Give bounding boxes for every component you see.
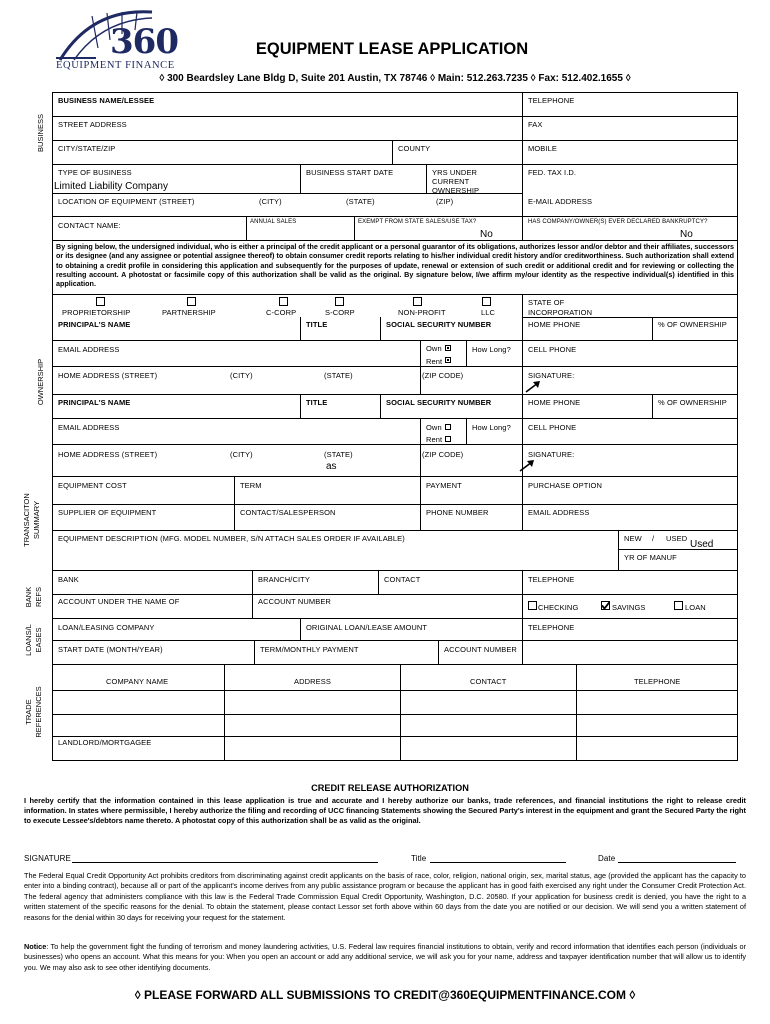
loan-account-number-label: ACCOUNT NUMBER	[444, 645, 517, 654]
principal-1-ssn-label: SOCIAL SECURITY NUMBER	[386, 320, 492, 329]
logo-number: 360	[110, 22, 178, 62]
year-of-manufacture-label: YR OF MANUF	[624, 553, 677, 562]
principal-1-email-label: EMAIL ADDRESS	[58, 345, 120, 354]
location-label: LOCATION OF EQUIPMENT (STREET)	[58, 197, 195, 206]
email-label: E-MAIL ADDRESS	[528, 197, 593, 206]
side-label-business: BUSINESS	[36, 114, 45, 152]
principal-2-rent-checkbox[interactable]	[445, 436, 451, 442]
principal-2-zip-label: (ZIP CODE)	[422, 450, 464, 459]
bank-contact-label: CONTACT	[384, 575, 421, 584]
principal-1-own-checkbox[interactable]	[445, 345, 451, 351]
principal-1-title-label: TITLE	[306, 320, 328, 329]
principal-2-ssn-label: SOCIAL SECURITY NUMBER	[386, 398, 492, 407]
credit-release-text: I hereby certify that the information contained in this lease application is true and accurate and I hereby authorize our banks, trade references, and financial institutions the right to release credit information. In states where permissible, I hereby authorize the filing and recording of UCC financing Statements showing the Secured Party's interest in the equipment and grant the Secured Party the right to execute Lessee's/debtors name thereto. A photostat copy of this authorization shall be as valid as the original.	[24, 796, 746, 825]
exempt-value[interactable]: No	[480, 229, 493, 240]
location-state-label: (STATE)	[346, 197, 375, 206]
principal-2-title-label: TITLE	[306, 398, 328, 407]
new-used-slash: /	[652, 534, 655, 543]
side-label-bank: BANK REFS	[24, 586, 43, 608]
principal-2-ownership-pct-label: % OF OWNERSHIP	[658, 398, 727, 407]
payment-label: PAYMENT	[426, 481, 462, 490]
principal-2-own-checkbox[interactable]	[445, 424, 451, 430]
signature-label: SIGNATURE	[24, 854, 71, 863]
checkmark-icon	[601, 601, 610, 610]
purchase-option-label: PURCHASE OPTION	[528, 481, 603, 490]
loan-telephone-label: TELEPHONE	[528, 623, 575, 632]
credit-release-heading: CREDIT RELEASE AUTHORIZATION	[311, 783, 469, 793]
entity-non-profit: NON-PROFIT	[398, 308, 446, 317]
signature-arrow-icon	[524, 380, 542, 394]
principal-1-own-label: Own	[426, 344, 442, 353]
trade-address-label: ADDRESS	[294, 677, 331, 686]
location-zip-label: (ZIP)	[436, 197, 454, 206]
new-label: NEW	[624, 534, 642, 543]
authorization-text: By signing below, the undersigned individual, who is either a principal of the credit applicant or a personal guarantor of its obligations, authorizes lessor and/or debtor and their affiliates, successors or its designee (and any assignee or potential assignee thereof) to obtain consumer credit reports relating to his/her individual credit history and/or creditworthiness. Such authorization shall extend to obtaining a credit profile in considering this application and subsequently for the purposes of update, renewal or extension of such credit or additional credit and for reviewing or collecting the resulting account. A photostat or facsimile copy of this authorization shall be valid as the original. By signature below, I/we affirm my/our identity as the respective individual(s) identified in this application.	[56, 242, 734, 289]
principal-2-email-label: EMAIL ADDRESS	[58, 423, 120, 432]
principal-2-state-value[interactable]: as	[326, 461, 337, 472]
original-amount-label: ORIGINAL LOAN/LEASE AMOUNT	[306, 623, 428, 632]
date-line[interactable]	[618, 862, 736, 863]
submission-footer: ◊ PLEASE FORWARD ALL SUBMISSIONS TO CREDIT@360EQUIPMENTFINANCE.COM ◊	[134, 988, 636, 1002]
principal-1-cell-label: CELL PHONE	[528, 345, 577, 354]
trade-contact-label: CONTACT	[470, 677, 507, 686]
contact-name-label: CONTACT NAME:	[58, 221, 121, 230]
checking-label: CHECKING	[538, 603, 579, 612]
principal-2-city-label: (CITY)	[230, 450, 253, 459]
principal-2-signature-label: SIGNATURE:	[528, 450, 575, 459]
entity-proprietorship: PROPRIETORSHIP	[62, 308, 131, 317]
entity-c-corp: C-CORP	[266, 308, 297, 317]
business-name-label: BUSINESS NAME/LESSEE	[58, 96, 155, 105]
principal-2-how-long-label: How Long?	[472, 423, 511, 432]
trade-telephone-label: TELEPHONE	[634, 677, 681, 686]
bank-telephone-label: TELEPHONE	[528, 575, 575, 584]
principal-1-ownership-pct-label: % OF OWNERSHIP	[658, 320, 727, 329]
side-label-transaction: TRANSACITON SUMMARY	[22, 493, 41, 547]
account-name-label: ACCOUNT UNDER THE NAME OF	[58, 597, 180, 606]
logo	[52, 8, 192, 72]
exempt-label: EXEMPT FROM STATE SALES/USE TAX?	[358, 219, 477, 225]
entity-checkbox-s-corp[interactable]	[335, 297, 344, 306]
principal-1-rent-checkbox[interactable]	[445, 357, 451, 363]
landlord-label: LANDLORD/MORTGAGEE	[58, 738, 152, 747]
title-line[interactable]	[430, 862, 566, 863]
principal-1-zip-label: (ZIP CODE)	[422, 371, 464, 380]
county-label: COUNTY	[398, 144, 431, 153]
principal-2-home-address-label: HOME ADDRESS (STREET)	[58, 450, 158, 459]
entity-s-corp: S-CORP	[325, 308, 355, 317]
entity-checkbox-partnership[interactable]	[187, 297, 196, 306]
loan-checkbox[interactable]	[674, 601, 683, 610]
entity-checkbox-proprietorship[interactable]	[96, 297, 105, 306]
supplier-phone-label: PHONE NUMBER	[426, 508, 489, 517]
ecoa-text: The Federal Equal Credit Opportunity Act prohibits creditors from discriminating against credit applicants on the basis of race, color, religion, national origin, sex, marital status, age (provided the applicant has the capacity to enter into a binding contract), because all or part of the applicant's income derives from any public assistance program or because the applicant has in good faith exercised any right under the Consumer Credit Protection Act. The federal agency that administers compliance with this law is the Federal Trade Commission Equal Credit Opportunity, Washington, D.C. 20580. If your application for business credit is denied, you have the right to a written statement of the specific reasons for the denial. To obtain the statement, please contact Lessor set forth above within 60 days from the date you are notified or our decision. We will send you a written statement of reasons for the denial within 30 days for receiving your request for the statement.	[24, 871, 746, 922]
supplier-email-label: EMAIL ADDRESS	[528, 508, 590, 517]
term-monthly-label: TERM/MONTHLY PAYMENT	[260, 645, 359, 654]
bank-label: BANK	[58, 575, 79, 584]
notice-body: : To help the government fight the funding of terrorism and money laundering activities, U.S. Federal law requires financial institutions to obtain, verify and record information that identifies each person (individuals or businesses) who opens an account. What this means for you: When you open an account or add any additional service, we will ask you for your name, address and taxpayer identification number that will allow us to identify you. We may also ask to see other identifying documents.	[24, 942, 746, 972]
supplier-contact-label: CONTACT/SALESPERSON	[240, 508, 336, 517]
principal-1-home-address-label: HOME ADDRESS (STREET)	[58, 371, 158, 380]
bankruptcy-label: HAS COMPANY/OWNER(S) EVER DECLARED BANKRUPTCY?	[528, 219, 708, 225]
mobile-label: MOBILE	[528, 144, 557, 153]
address-line: ◊ 300 Beardsley Lane Bldg D, Suite 201 Austin, TX 78746 ◊ Main: 512.263.7235 ◊ Fax: 512.402.1655 ◊	[159, 73, 631, 84]
principal-2-cell-label: CELL PHONE	[528, 423, 577, 432]
street-address-label: STREET ADDRESS	[58, 120, 127, 129]
side-label-loans: LOANS/L EASES	[24, 624, 43, 656]
annual-sales-label: ANNUAL SALES	[250, 219, 297, 225]
ownership-years-label: OWNERSHIP	[432, 186, 480, 195]
used-value[interactable]: Used	[690, 539, 714, 550]
account-number-label: ACCOUNT NUMBER	[258, 597, 331, 606]
principal-2-state-label: (STATE)	[324, 450, 353, 459]
fed-tax-id-label: FED. TAX I.D.	[528, 168, 577, 177]
state-of-label: STATE OF	[528, 298, 565, 307]
principal-1-name-label: PRINCIPAL'S NAME	[58, 320, 131, 329]
principal-1-how-long-label: How Long?	[472, 345, 511, 354]
bankruptcy-value[interactable]: No	[680, 229, 693, 240]
branch-city-label: BRANCH/CITY	[258, 575, 310, 584]
principal-1-signature-label: SIGNATURE:	[528, 371, 575, 380]
entity-checkbox-c-corp[interactable]	[279, 297, 288, 306]
equipment-description-label: EQUIPMENT DESCRIPTION (MFG. MODEL NUMBER, S/N ATTACH SALES ORDER IF AVAILABLE)	[58, 534, 405, 543]
trade-company-label: COMPANY NAME	[106, 677, 169, 686]
signature-arrow-icon	[518, 459, 536, 473]
type-of-business-value[interactable]: Limited Liability Company	[54, 181, 168, 192]
principal-2-rent-label: Rent	[426, 435, 443, 444]
principal-1-home-phone-label: HOME PHONE	[528, 320, 581, 329]
logo-text: EQUIPMENT FINANCE	[56, 60, 175, 71]
page-title: EQUIPMENT LEASE APPLICATION	[255, 40, 529, 58]
principal-1-city-label: (CITY)	[230, 371, 253, 380]
business-telephone-label: TELEPHONE	[528, 96, 575, 105]
principal-2-home-phone-label: HOME PHONE	[528, 398, 581, 407]
entity-checkbox-non-profit[interactable]	[413, 297, 422, 306]
savings-checkbox[interactable]	[601, 601, 610, 610]
type-of-business-label: TYPE OF BUSINESS	[58, 168, 132, 177]
start-date-label: START DATE (MONTH/YEAR)	[58, 645, 163, 654]
principal-2-name-label: PRINCIPAL'S NAME	[58, 398, 131, 407]
business-start-date-label: BUSINESS START DATE	[306, 168, 394, 177]
city-state-zip-label: CITY/STATE/ZIP	[58, 144, 116, 153]
entity-checkbox-llc[interactable]	[482, 297, 491, 306]
equipment-cost-label: EQUIPMENT COST	[58, 481, 127, 490]
current-label: CURRENT	[432, 177, 470, 186]
supplier-label: SUPPLIER OF EQUIPMENT	[58, 508, 157, 517]
date-label: Date	[598, 854, 616, 863]
incorporation-label: INCORPORATION	[528, 308, 593, 317]
used-label: USED	[666, 534, 688, 543]
signature-line[interactable]	[72, 862, 378, 863]
principal-1-rent-label: Rent	[426, 357, 443, 366]
savings-label: SAVINGS	[612, 603, 646, 612]
side-label-trade: TRADE REFERENCES	[24, 686, 43, 738]
entity-llc: LLC	[481, 308, 496, 317]
term-label: TERM	[240, 481, 262, 490]
checking-checkbox[interactable]	[528, 601, 537, 610]
principal-2-own-label: Own	[426, 423, 442, 432]
side-label-ownership: OWNERSHIP	[36, 358, 45, 406]
yrs-under-label: YRS UNDER	[432, 168, 478, 177]
fax-label: FAX	[528, 120, 543, 129]
principal-1-state-label: (STATE)	[324, 371, 353, 380]
notice-text	[24, 942, 746, 973]
notice-label: Notice	[24, 942, 47, 951]
loan-company-label: LOAN/LEASING COMPANY	[58, 623, 155, 632]
title-label: Title	[411, 854, 427, 863]
location-city-label: (CITY)	[259, 197, 282, 206]
entity-partnership: PARTNERSHIP	[162, 308, 216, 317]
loan-label: LOAN	[685, 603, 706, 612]
